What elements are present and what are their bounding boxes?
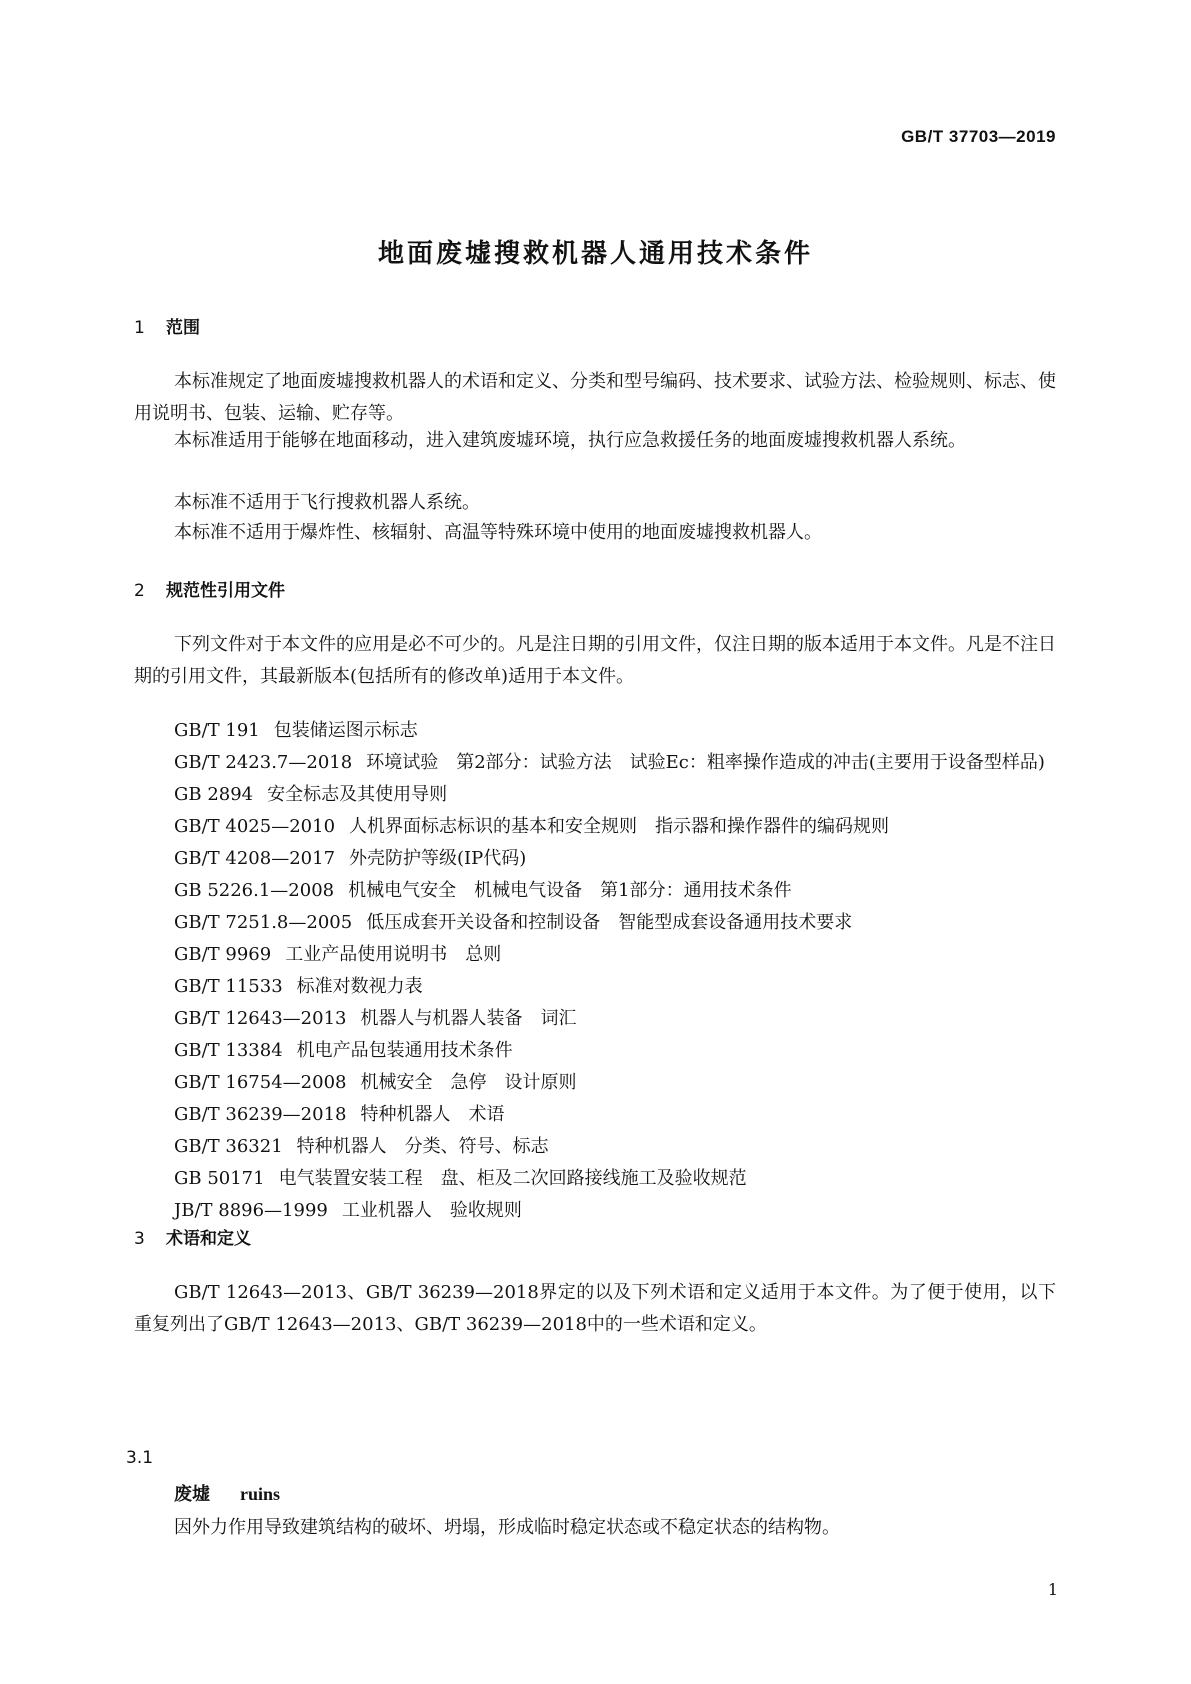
paragraph: 本标准适用于能够在地面移动，进入建筑废墟环境，执行应急救援任务的地面废墟搜救机器人系统。 [174, 430, 966, 451]
reference-code: JB/T 8896—1999 [174, 1200, 328, 1221]
reference-item [134, 779, 1056, 811]
standard-code: GB/T 37703—2019 [901, 127, 1056, 146]
reference-title: 环境试验 第2部分：试验方法 试验Ec：粗率操作造成的冲击(主要用于设备型样品) [366, 752, 1045, 773]
term-definition: 因外力作用导致建筑结构的破坏、坍塌，形成临时稳定状态或不稳定状态的结构物。 [174, 1517, 840, 1538]
reference-code: GB/T 13384 [174, 1040, 283, 1061]
reference-item [134, 715, 1056, 747]
section-title: 术语和定义 [166, 1229, 251, 1249]
section-title: 规范性引用文件 [166, 581, 285, 601]
section-number: 3 [134, 1229, 145, 1249]
reference-item [134, 1099, 1056, 1131]
reference-title: 特种机器人 术语 [360, 1104, 505, 1125]
reference-code: GB 2894 [174, 784, 254, 805]
page-number: 1 [1047, 1580, 1058, 1599]
reference-item [134, 843, 1056, 875]
reference-title: 人机界面标志标识的基本和安全规则 指示器和操作器件的编码规则 [349, 816, 890, 837]
reference-list [0, 715, 1191, 1227]
reference-code: GB/T 36239—2018 [174, 1104, 347, 1125]
term-en: ruins [240, 1484, 281, 1504]
reference-title: 外壳防护等级(IP代码) [349, 848, 527, 869]
paragraph: 下列文件对于本文件的应用是必不可少的。凡是注日期的引用文件，仅注日期的版本适用于本文件。凡是不注日期的引用文件，其最新版本(包括所有的修改单)适用于本文件。 [134, 634, 1056, 687]
section-number: 2 [134, 581, 145, 601]
term-zh: 废墟 [174, 1484, 210, 1505]
reference-item [134, 747, 1056, 779]
reference-title: 机械安全 急停 设计原则 [360, 1072, 577, 1093]
section-2-heading [134, 576, 285, 601]
reference-item [134, 1131, 1056, 1163]
reference-title: 特种机器人 分类、符号、标志 [296, 1136, 549, 1157]
section-1-heading [134, 313, 200, 338]
reference-title: 低压成套开关设备和控制设备 智能型成套设备通用技术要求 [366, 912, 853, 933]
section-3-heading [134, 1224, 251, 1249]
reference-code: GB/T 36321 [174, 1136, 283, 1157]
reference-item [134, 875, 1056, 907]
paragraph: GB/T 12643—2013、GB/T 36239—2018界定的以及下列术语和定义适用于本文件。为了便于使用，以下重复列出了GB/T 12643—2013、GB/T 36239—2018中的一些术语和定义。 [134, 1282, 1056, 1335]
reference-code: GB/T 2423.7—2018 [174, 752, 353, 773]
reference-title: 机器人与机器人装备 词汇 [360, 1008, 577, 1029]
reference-item [134, 907, 1056, 939]
reference-title: 机电产品包装通用技术条件 [296, 1040, 513, 1061]
reference-code: GB/T 12643—2013 [174, 1008, 347, 1029]
reference-title: 工业产品使用说明书 总则 [285, 944, 502, 965]
document-title: 地面废墟搜救机器人通用技术条件 [377, 239, 813, 269]
reference-title: 机械电气安全 机械电气设备 第1部分：通用技术条件 [348, 880, 792, 901]
term-number: 3.1 [126, 1448, 154, 1468]
reference-item [134, 939, 1056, 971]
term-heading [174, 1480, 280, 1506]
reference-code: GB 5226.1—2008 [174, 880, 335, 901]
reference-code: GB/T 7251.8—2005 [174, 912, 353, 933]
reference-code: GB/T 191 [174, 720, 260, 741]
reference-item [134, 1163, 1056, 1195]
reference-code: GB/T 16754—2008 [174, 1072, 347, 1093]
reference-code: GB/T 4208—2017 [174, 848, 336, 869]
reference-item [134, 1035, 1056, 1067]
paragraph: 本标准不适用于爆炸性、核辐射、高温等特殊环境中使用的地面废墟搜救机器人。 [174, 522, 822, 543]
reference-title: 包装储运图示标志 [273, 720, 418, 741]
reference-code: GB/T 11533 [174, 976, 283, 997]
reference-title: 安全标志及其使用导则 [267, 784, 448, 805]
reference-code: GB/T 9969 [174, 944, 272, 965]
section-number: 1 [134, 318, 145, 338]
reference-item [134, 1067, 1056, 1099]
paragraph: 本标准不适用于飞行搜救机器人系统。 [174, 492, 480, 513]
section-title: 范围 [166, 318, 200, 338]
reference-code: GB 50171 [174, 1168, 265, 1189]
reference-code: GB/T 4025—2010 [174, 816, 336, 837]
reference-title: 标准对数视力表 [296, 976, 423, 997]
reference-item [134, 1195, 1056, 1227]
reference-title: 电气装置安装工程 盘、柜及二次回路接线施工及验收规范 [278, 1168, 747, 1189]
reference-item [134, 1003, 1056, 1035]
reference-item [134, 811, 1056, 843]
reference-title: 工业机器人 验收规则 [341, 1200, 522, 1221]
paragraph: 本标准规定了地面废墟搜救机器人的术语和定义、分类和型号编码、技术要求、试验方法、检验规则、标志、使用说明书、包装、运输、贮存等。 [134, 371, 1056, 424]
reference-item [134, 971, 1056, 1003]
